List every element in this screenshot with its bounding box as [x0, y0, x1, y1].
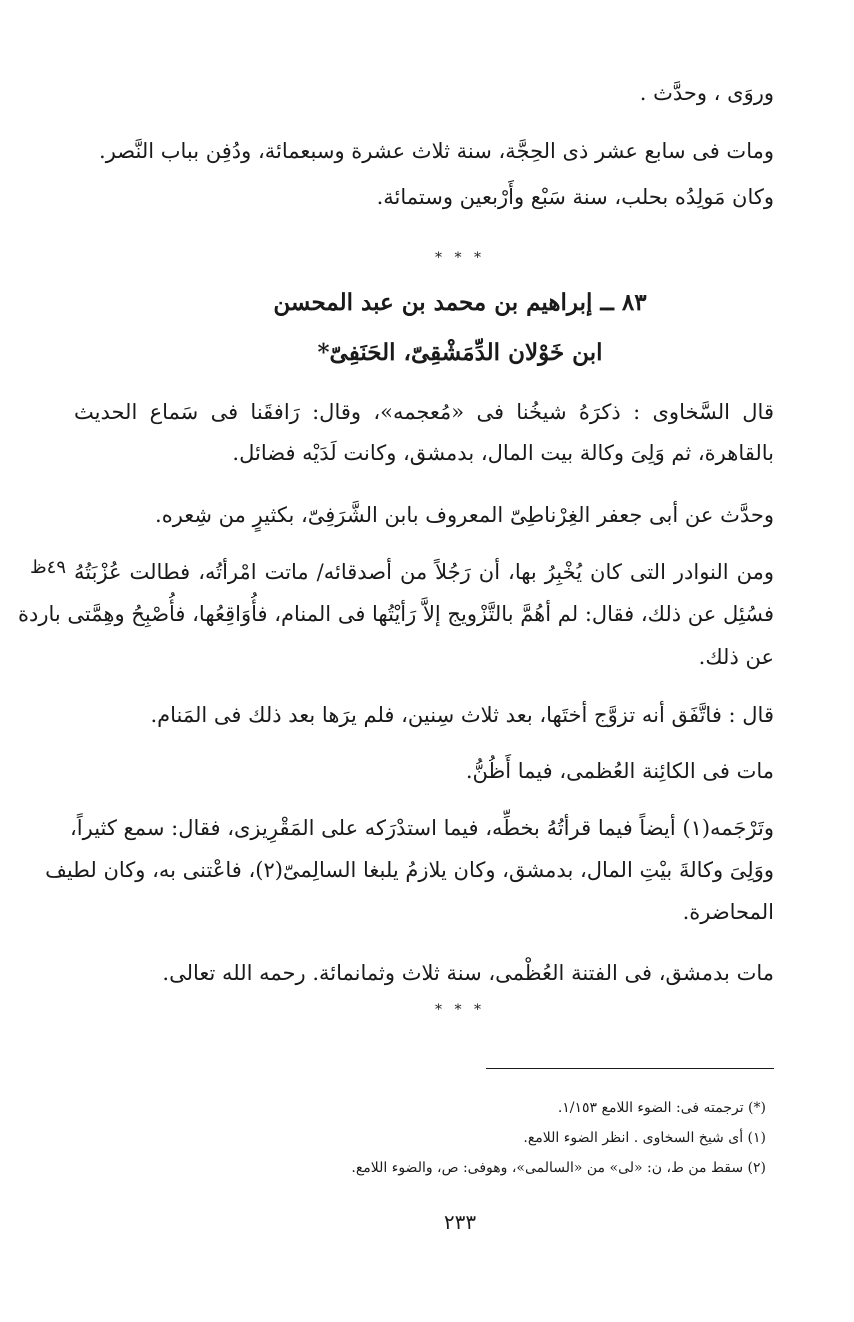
body-line: وروَى ، وحدَّث . [639, 81, 774, 105]
paragraph-line: قال السَّخاوى : ذكرَهُ شيخُنا فى «مُعجمه»، وقال: رَافقَنا فى سَماع الحديث [74, 400, 774, 424]
page-number: ٢٣٣ [443, 1210, 477, 1234]
entry-heading-line-2: ابن خَوْلان الدِّمَشْقِىّ، الحَنَفِىّ* [317, 339, 603, 366]
section-separator: * * * [435, 250, 485, 266]
paragraph-line: مات بدمشق، فى الفتنة العُظْمى، سنة ثلاث وثمانمائة. رحمه الله تعالى. [162, 961, 774, 985]
body-line: وكان مَولِدُه بحلب، سنة سَبْع وأَرْبعين وستمائة. [376, 185, 774, 209]
body-line: ومات فى سابع عشر ذى الحِجَّة، سنة ثلاث عشرة وسبعمائة، ودُفِن بباب النَّصر. [99, 139, 774, 163]
paragraph-line: ووَلِىَ وكالةَ بيْتِ المال، بدمشق، وكان يلازمُ يلبغا السالِمىّ(٢)، فاعْتنى به، وكان لطيف [45, 858, 774, 882]
paragraph-line: بالقاهرة، ثم وَلِىَ وكالة بيت المال، بدمشق، وكانت لَدَيْه فضائل. [232, 441, 774, 465]
footnote-divider [486, 1068, 774, 1069]
paragraph-line: وتَرْجَمه(١) أيضاً فيما قرأتُهُ بخطِّه، فيما استدْرَكه على المَقْرِيزى، فقال: سمع كثيراً، [70, 816, 774, 840]
paragraph-line: مات فى الكائِنة العُظمى، فيما أَظُنُّ. [465, 759, 774, 783]
paragraph-line: ومن النوادر التى كان يُخْبِرُ بها، أن رَجُلاً من أصدقائه/ ماتت امْرأتُه، فطالت عُزْبَتُهُ [74, 560, 774, 584]
entry-heading-line-1: ٨٣ ــ إبراهيم بن محمد بن عبد المحسن [273, 289, 647, 316]
section-separator: * * * [435, 1002, 485, 1018]
footnote: (٢) سقط من ط، ن: «لى» من «السالمى»، وهوفى: ص، والضوء اللامع. [351, 1160, 766, 1176]
footnote: (*) ترجمته فى: الضوء اللامع ١/١٥٣. [557, 1100, 766, 1116]
paragraph-line: المحاضرة. [682, 900, 774, 924]
paragraph-line: عن ذلك. [698, 645, 774, 669]
paragraph-line: قال : فاتَّفَق أنه تزوَّج أختَها، بعد ثلاث سِنين، فلم يرَها بعد ذلك فى المَنام. [150, 703, 774, 727]
footnote: (١) أى شيخ السخاوى . انظر الضوء اللامع. [523, 1130, 766, 1146]
paragraph-line: فسُئِل عن ذلك، فقال: لم أهُمَّ بالتَّزْويج إلاَّ رَأيْتُها فى المنام، فأُوَاقِعُها، فأُصْبِحُ وهِمَّتى باردة [18, 602, 774, 626]
paragraph-line: وحدَّث عن أبى جعفر الغِرْناطِىّ المعروف بابن الشَّرَفِىّ، بكثيرٍ من شِعره. [155, 503, 774, 527]
manuscript-folio-note: ٤٩ظ [30, 557, 66, 578]
